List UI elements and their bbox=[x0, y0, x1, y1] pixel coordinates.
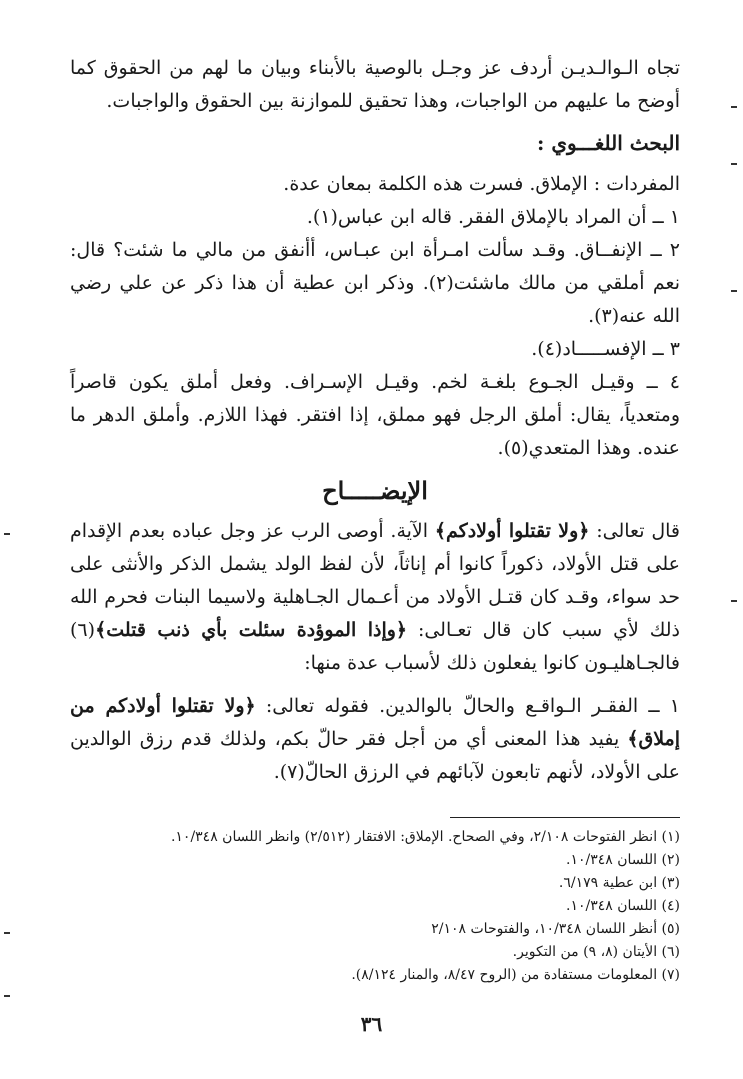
page-number: ٣٦ bbox=[360, 1012, 383, 1036]
clarification-text-1c: (٦) فالجـاهليـون كانوا يفعلون ذلك لأسباب عدة منها: bbox=[70, 619, 680, 674]
intro-line-1: تجاه الـوالـديـن أردف عز وجـل بالوصية بالأبناء وبيان ما لهم من الحقوق كما أوضح ما عليهم bbox=[70, 57, 680, 112]
footnote-1: (١) انظر الفتوحات ٢/١٠٨، وفي الصحاح. الإملاق: الافتقار (٢/٥١٢) وانظر اللسان ١٠/٣٤٨. bbox=[170, 829, 680, 845]
margin-mark bbox=[4, 533, 10, 535]
intro-paragraph bbox=[70, 52, 680, 118]
margin-mark bbox=[4, 932, 10, 934]
lexical-item-4: ٤ ــ وقيـل الجـوع بلغـة لخم. وقيـل الإسـراف. وفعل أملق يكون قاصراً ومتعدياً، يقال: أملق الرجل فهو مملق، إذا افتقر. فهذا اللازم. وأملق الدهر ما عنده. وهذا المتعدي(٥). bbox=[70, 371, 680, 459]
lexical-item-3: ٣ ــ الإفســـــاد(٤). bbox=[531, 338, 680, 360]
footnotes bbox=[70, 826, 680, 987]
footnote-7: (٧) المعلومات مستفادة من (الروح ٨/٤٧، والمنار ٨/١٢٤). bbox=[351, 967, 680, 983]
quran-quote-3: ﴿ولا تقتلوا أولادكم من إملاق﴾ bbox=[70, 695, 680, 750]
footnote-separator bbox=[450, 817, 680, 818]
intro-line-2: من الواجبات، وهذا تحقيق للموازنة بين الحقوق والواجبات. bbox=[106, 90, 559, 112]
clarification-text-2a: ١ ــ الفقـر الـواقـع والحالّ بالوالدين. فقوله تعالى: bbox=[255, 695, 681, 717]
clarification-paragraph-2 bbox=[70, 690, 680, 789]
clarification-text-2b: يفيد هذا المعنى أي من أجل فقر حالّ بكم، ولذلك قدم رزق الوالدين على الأولاد، لأنهم تابعون لآبائهم في الرزق الحالّ(٧). bbox=[70, 728, 680, 783]
footnote-5: (٥) أنظر اللسان ١٠/٣٤٨، والفتوحات ٢/١٠٨ bbox=[431, 921, 680, 937]
footnote-2: (٢) اللسان ١٠/٣٤٨. bbox=[566, 852, 680, 868]
clarification-text-1a: قال تعالى: bbox=[589, 520, 680, 542]
margin-mark bbox=[731, 290, 737, 292]
lexical-item-2: ٢ ــ الإنفــاق. وقـد سألت امـرأة ابن عبـاس، أأنفق من مالي ما شئت؟ قال: نعم أملقي من مالك ماشئت(٢). وذكر ابن عطية أن هذا ذكر عن علي رضي الله عنه(٣). bbox=[70, 239, 680, 327]
quran-quote-1: ﴿ولا تقتلوا أولادكم﴾ bbox=[434, 520, 590, 542]
clarification-title: الإيضـــــاح bbox=[322, 476, 428, 505]
footnote-4: (٤) اللسان ١٠/٣٤٨. bbox=[566, 898, 680, 914]
clarification-text-1b: الآية. أوصى الرب عز وجل عباده بعدم الإقدام على قتل الأولاد، ذكوراً كانوا أم إناثاً، لأن لفظ الولد يشمل الذكر والأنثى على حد سواء، وقـد كان قتـل الأولاد من أعـمال الجـاهلية ولاسيما البنات فحرم الله ذلك لأي سبب كان قال تعـالى: bbox=[70, 520, 680, 641]
margin-mark bbox=[731, 163, 737, 165]
lexical-heading: البحث اللغـــوي : bbox=[536, 131, 680, 155]
clarification-paragraph-1 bbox=[70, 515, 680, 680]
lexical-definition: المفردات : الإملاق. فسرت هذه الكلمة بمعان عدة. bbox=[283, 173, 680, 195]
margin-mark bbox=[4, 995, 10, 997]
margin-mark bbox=[731, 600, 737, 602]
quran-quote-2: ﴿وإذا الموؤدة سئلت بأي ذنب قتلت﴾ bbox=[95, 619, 408, 641]
footnote-6: (٦) الأيتان (٨، ٩) من التكوير. bbox=[512, 944, 680, 960]
main-text bbox=[70, 52, 680, 789]
margin-mark bbox=[731, 106, 737, 108]
lexical-item-1: ١ ــ أن المراد بالإملاق الفقر. قاله ابن عباس(١). bbox=[306, 206, 680, 228]
footnote-3: (٣) ابن عطية ٦/١٧٩. bbox=[558, 875, 680, 891]
